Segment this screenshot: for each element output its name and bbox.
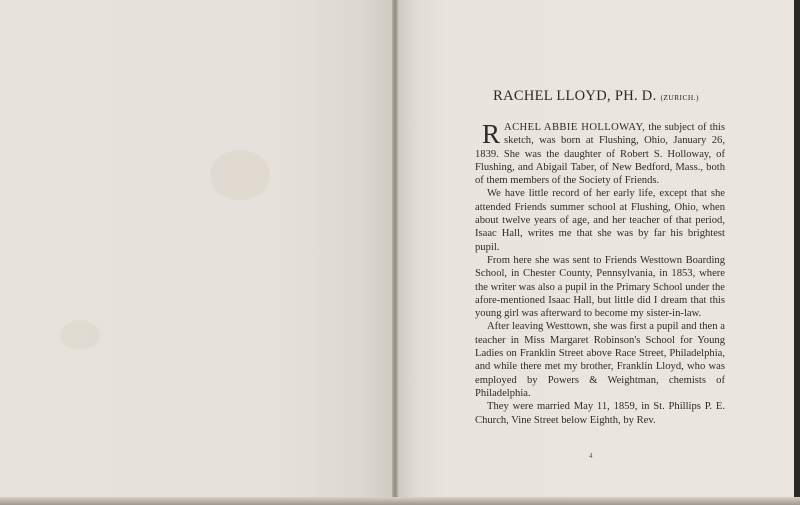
paragraph: They were married May 11, 1859, in St. Phillips P. E. Church, Vine Street below Eighth, by Rev. [475, 401, 725, 426]
opening-words: ACHEL ABBIE HOLLOWAY, [504, 122, 646, 133]
paragraph-text: the subject of this sketch, was born at Flushing, Ohio, January 26, 1839. She was the daughter of Robert S. Holloway, of Flushing, and Abigail Taber, of New Bedford, Mass., both of them members of the Society of Friends. [475, 122, 725, 187]
paragraph: From here she was sent to Friends Westtown Boarding School, in Chester County, Pennsylvania, in 1853, where the writer was also a pupil in the Primary School under the afore-mentioned Isaac Hall, but little did I dream that this young girl was afterward to become my sister-in-law. [475, 254, 725, 320]
title-degree: H. D. [623, 88, 657, 104]
drop-cap: R [482, 119, 501, 149]
title-note: (ZURICH.) [660, 93, 699, 102]
body-text [475, 121, 725, 427]
page-edge-shadow [794, 0, 800, 505]
paragraph [475, 121, 725, 187]
left-page-blank [0, 0, 392, 505]
chapter-title [398, 88, 794, 105]
paragraph: After leaving Westtown, she was first a pupil and then a teacher in Miss Margaret Robinson's School for Young Ladies on Franklin Street above Race Street, Philadelphia, and while there met my brother, Franklin Lloyd, who was employed by Powers & Weightman, chemists of Philadelphia. [475, 321, 725, 399]
paragraph: We have little record of her early life, except that she attended Friends summer school at Flushing, Ohio, when about twelve years of age, and her teacher of that period, Isaac Hall, writes me that she was by far his brightest pupil. [475, 188, 725, 253]
page-number: 4 [589, 452, 593, 460]
paper-stain [210, 150, 270, 200]
paper-stain [60, 320, 100, 350]
title-name: RACHEL LLOYD, P [493, 88, 624, 104]
page-bottom-edge [0, 497, 800, 505]
